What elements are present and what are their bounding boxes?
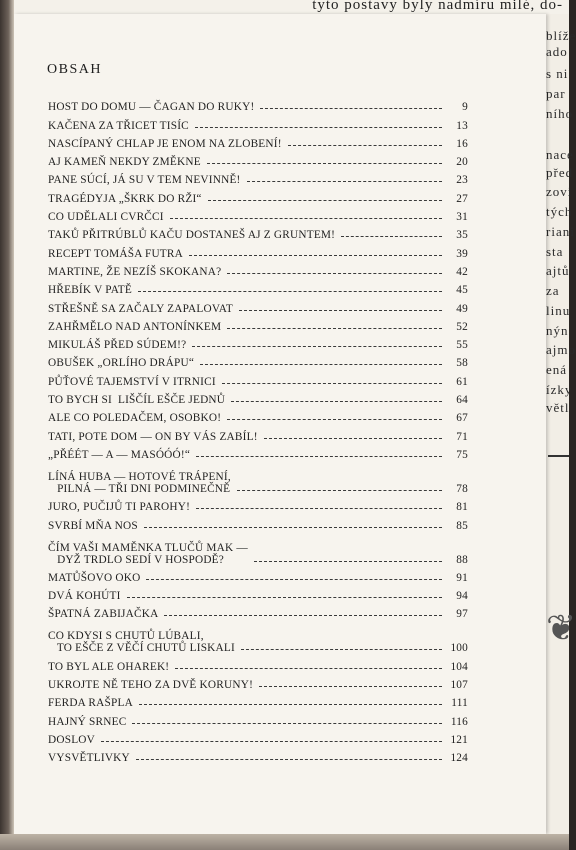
toc-entry-title: NASCÍPANÝ CHLAP JE ENOM NA ZLOBENÍ!	[48, 137, 282, 150]
toc-entry	[48, 655, 468, 673]
toc-entry-title: PŮŤOVÉ TAJEMSTVÍ V ITRNICI	[48, 375, 216, 388]
toc-entry-title: TO BYL ALE OHAREK!	[48, 660, 170, 673]
toc-entry-title: HOST DO DOMU — ČAGAN DO RUKY!	[48, 101, 255, 114]
toc-dash-leader	[288, 145, 442, 146]
toc-entry-title: TAKŮ PŘITRÚBLŮ KAČU DOSTANEŠ AJ Z GRUNTEM!	[48, 229, 336, 242]
toc-entry	[48, 297, 468, 315]
toc-dash-leader	[192, 346, 442, 347]
right-page-fragment: tých	[546, 204, 573, 219]
table-of-contents-page	[14, 14, 546, 834]
toc-title: OBSAH	[47, 62, 102, 77]
toc-dash-leader	[207, 163, 442, 164]
toc-entry-title: ŠPATNÁ ZABIJAČKA	[48, 608, 159, 621]
toc-list	[48, 96, 468, 765]
toc-dash-leader	[127, 597, 442, 598]
toc-dash-leader	[189, 255, 442, 256]
ornament-icon: ❦	[546, 608, 576, 648]
toc-entry-title: DVÁ KOHÚTI	[48, 590, 121, 603]
right-page-fragment: ízky	[546, 382, 573, 397]
toc-entry-title: OBUŠEK „ORLÍHO DRÁPU“	[48, 357, 195, 370]
toc-entry	[48, 462, 468, 496]
toc-entry-title: AJ KAMEŇ NEKDY ZMĚKNE	[48, 156, 201, 169]
toc-dash-leader	[222, 383, 442, 384]
toc-entry-title: STŘEŠNĚ SA ZAČALY ZAPALOVAT	[48, 302, 233, 315]
toc-entry	[48, 567, 468, 585]
toc-entry-title: ČÍM VAŠI MAMĚNKA TLUČŮ MAK — DYŽ TRDLO SEDÍ V HOSPODĚ?	[48, 541, 248, 566]
toc-entry-title: RECEPT TOMÁŠA FUTRA	[48, 247, 184, 260]
toc-page-number: 100	[450, 642, 468, 655]
right-page-fragment: před	[546, 165, 574, 180]
page-bottom-edge	[0, 834, 569, 850]
right-page-fragment: linu	[546, 303, 571, 318]
toc-page-number: 23	[456, 174, 468, 187]
toc-entry-title: HAJNÝ SRNEC	[48, 715, 127, 728]
toc-dash-leader	[227, 273, 442, 274]
right-page-fragment: nace	[546, 147, 574, 162]
right-page-fragment: ado	[546, 44, 568, 59]
toc-dash-leader	[264, 438, 442, 439]
underlying-page-top-strip	[0, 0, 569, 14]
toc-dash-leader	[144, 527, 442, 528]
toc-entry-title: MARTINE, ŽE NEZÍŠ SKOKANA?	[48, 265, 222, 278]
toc-page-number: 94	[456, 590, 468, 603]
toc-page-number: 42	[456, 265, 468, 278]
toc-dash-leader	[175, 668, 442, 669]
toc-page-number: 104	[450, 660, 468, 673]
toc-dash-leader	[196, 456, 442, 457]
toc-entry-title: UKROJTE NĚ TEHO ZA DVĚ KORUNY!	[48, 679, 254, 692]
toc-entry	[48, 352, 468, 370]
toc-entry-title: ALE CO POLEDAČEM, OSOBKO!	[48, 412, 222, 425]
toc-dash-leader	[146, 579, 442, 580]
toc-page-number: 88	[456, 553, 468, 566]
right-page-fragment: riani	[546, 224, 575, 239]
toc-entry-title: FERDA RAŠPLA	[48, 697, 133, 710]
toc-page-number: 97	[456, 608, 468, 621]
toc-entry	[48, 603, 468, 621]
toc-dash-leader	[101, 741, 442, 742]
toc-entry-title: MIKULÁŠ PŘED SÚDEM!?	[48, 339, 187, 352]
right-page-fragment: za	[546, 283, 560, 298]
toc-entry-title: HŘEBÍK V PATĚ	[48, 284, 132, 297]
toc-entry	[48, 96, 468, 114]
toc-entry-title: PANE SÚCÍ, JÁ SU V TEM NEVINNĚ!	[48, 174, 241, 187]
toc-entry	[48, 514, 468, 532]
toc-entry	[48, 242, 468, 260]
toc-entry	[48, 389, 468, 407]
toc-page-number: 78	[456, 482, 468, 495]
right-page-divider-rule	[548, 455, 569, 457]
toc-entry-title: TRAGÉDYJA „ŠKRK DO RŽI“	[48, 192, 202, 205]
toc-entry	[48, 407, 468, 425]
toc-page-number: 58	[456, 357, 468, 370]
toc-dash-leader	[196, 508, 442, 509]
right-page-fragment: blíže	[546, 28, 576, 43]
toc-entry-title: CO UDĚLALI CVRČCI	[48, 211, 164, 224]
toc-entry-title: MATŮŠOVO OKO	[48, 571, 141, 584]
toc-dash-leader	[259, 686, 442, 687]
toc-entry	[48, 729, 468, 747]
toc-page-number: 20	[456, 156, 468, 169]
toc-dash-leader	[254, 561, 442, 562]
toc-dash-leader	[195, 127, 442, 128]
toc-dash-leader	[241, 649, 442, 650]
toc-entry	[48, 496, 468, 514]
toc-dash-leader	[260, 108, 442, 109]
toc-dash-leader	[227, 419, 442, 420]
toc-entry	[48, 533, 468, 567]
toc-page-number: 85	[456, 519, 468, 532]
toc-dash-leader	[139, 704, 442, 705]
toc-entry	[48, 585, 468, 603]
toc-entry	[48, 710, 468, 728]
toc-entry-title: CO KDYSI S CHUTŮ LÚBALI, TO EŠČE Z VĚČÍ CHUTŮ LISKALI	[48, 630, 235, 655]
toc-entry	[48, 187, 468, 205]
toc-page-number: 81	[456, 501, 468, 514]
toc-dash-leader	[200, 364, 442, 365]
toc-entry	[48, 444, 468, 462]
toc-entry	[48, 747, 468, 765]
toc-entry-title: VYSVĚTLIVKY	[48, 752, 130, 765]
toc-dash-leader	[170, 218, 442, 219]
toc-page-number: 35	[456, 229, 468, 242]
toc-page-number: 52	[456, 320, 468, 333]
toc-page-number: 124	[450, 752, 468, 765]
toc-dash-leader	[208, 200, 442, 201]
toc-page-number: 67	[456, 412, 468, 425]
toc-dash-leader	[132, 723, 442, 724]
toc-entry	[48, 279, 468, 297]
toc-entry	[48, 692, 468, 710]
toc-entry-title: „PŘÉÉT — A — MASÓÓÓ!“	[48, 448, 191, 461]
toc-entry	[48, 621, 468, 655]
toc-page-number: 13	[456, 119, 468, 132]
toc-dash-leader	[138, 291, 442, 292]
toc-page-number: 9	[462, 101, 468, 114]
right-page-fragment: ená	[546, 362, 568, 377]
toc-entry-title: TATI, POTE DOM — ON BY VÁS ZABÍL!	[48, 430, 258, 443]
right-page-fragment: ajmo	[546, 342, 576, 357]
toc-dash-leader	[237, 490, 442, 491]
toc-entry	[48, 133, 468, 151]
toc-page-number: 71	[456, 430, 468, 443]
toc-entry-title: ZAHŘMĚLO NAD ANTONÍNKEM	[48, 320, 222, 333]
toc-dash-leader	[247, 181, 442, 182]
right-page-fragment: nýn	[546, 323, 569, 338]
toc-entry-title: DOSLOV	[48, 733, 96, 746]
toc-page-number: 16	[456, 137, 468, 150]
toc-entry	[48, 151, 468, 169]
toc-entry-title: TO BYCH SI LIŠČÍL EŠČE JEDNŮ	[48, 394, 226, 407]
right-page-fragment: větl	[546, 400, 570, 415]
toc-entry	[48, 114, 468, 132]
toc-dash-leader	[239, 310, 442, 311]
toc-dash-leader	[227, 328, 442, 329]
toc-entry-title: JURO, PUČIJŮ TI PAROHY!	[48, 501, 191, 514]
toc-page-number: 49	[456, 302, 468, 315]
toc-page-number: 31	[456, 211, 468, 224]
toc-entry	[48, 169, 468, 187]
toc-entry-title: LÍNÁ HUBA — HOTOVÉ TRÁPENÍ, PILNÁ — TŘI DNI PODMINEČNĚ	[48, 470, 231, 495]
running-text-line: tyto postavy byly nadmíru milé, do-	[312, 0, 563, 13]
toc-page-number: 107	[450, 679, 468, 692]
toc-page-number: 55	[456, 339, 468, 352]
toc-page-number: 116	[450, 715, 468, 728]
toc-page-number: 61	[456, 375, 468, 388]
toc-page-number: 75	[456, 448, 468, 461]
toc-entry	[48, 316, 468, 334]
toc-page-number: 39	[456, 247, 468, 260]
toc-page-number: 91	[456, 571, 468, 584]
toc-dash-leader	[231, 401, 442, 402]
toc-page-number: 45	[456, 284, 468, 297]
toc-entry	[48, 370, 468, 388]
right-page-fragment: ajtů	[546, 263, 570, 278]
toc-page-number: 27	[456, 192, 468, 205]
toc-entry	[48, 261, 468, 279]
right-page-fragment: ního	[546, 106, 574, 121]
toc-page-number: 64	[456, 394, 468, 407]
toc-entry-title: SVRBÍ MŇA NOS	[48, 519, 138, 532]
right-page-fragment: par	[546, 86, 566, 101]
toc-page-number: 111	[451, 697, 468, 710]
toc-dash-leader	[164, 615, 442, 616]
right-page-fragment: sta	[546, 244, 564, 259]
toc-entry	[48, 425, 468, 443]
right-page-fragment: s ni	[546, 66, 569, 81]
toc-entry	[48, 224, 468, 242]
toc-page-number: 121	[450, 733, 468, 746]
toc-entry	[48, 674, 468, 692]
book-spine-shadow	[0, 0, 14, 850]
right-page-fragment: zovi	[546, 184, 573, 199]
toc-dash-leader	[341, 236, 442, 237]
toc-entry-title: KAČENA ZA TŘICET TISÍC	[48, 119, 189, 132]
toc-entry	[48, 206, 468, 224]
toc-entry	[48, 334, 468, 352]
toc-dash-leader	[136, 759, 442, 760]
